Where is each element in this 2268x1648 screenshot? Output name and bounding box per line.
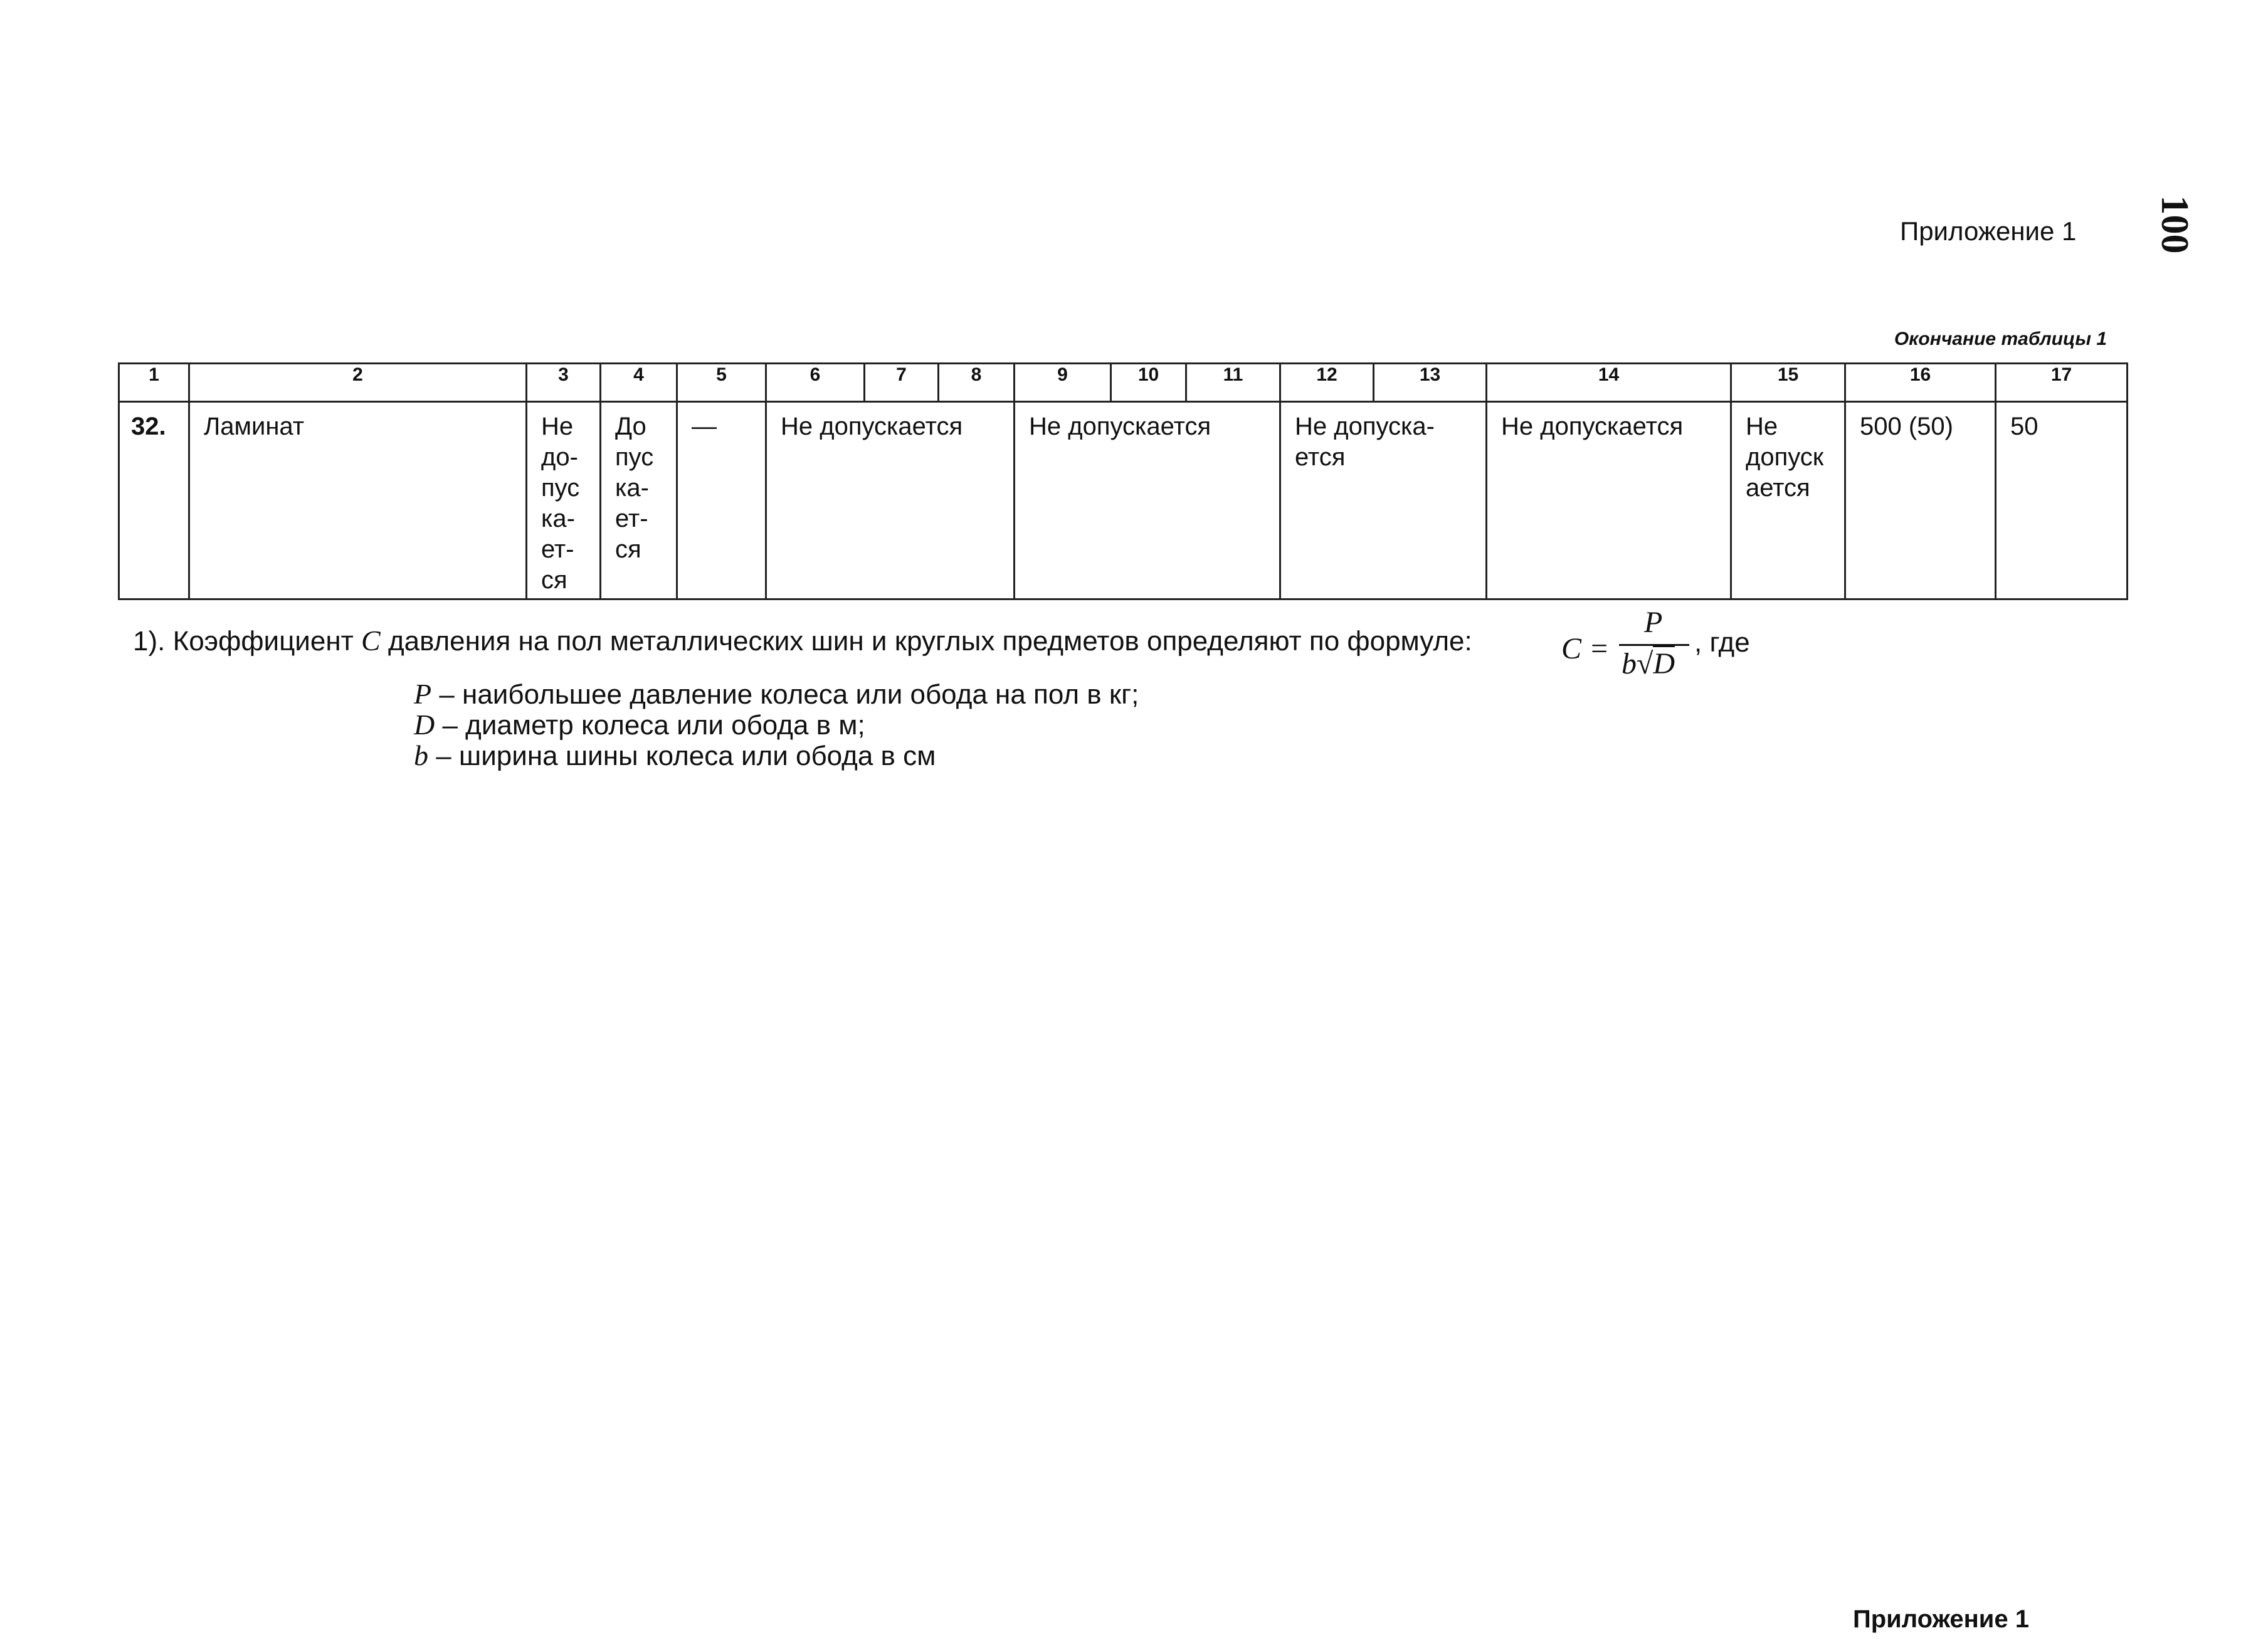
header-cell: 16: [1845, 364, 1996, 402]
legend-text: – наибольшее давление колеса или обода на пол в кг;: [431, 679, 1139, 710]
cols9-11-cell: [1015, 402, 1280, 600]
header-cell: 6: [766, 364, 865, 402]
header-cell: 7: [865, 364, 939, 402]
legend-item: [414, 741, 1139, 771]
denominator-d: D: [1653, 645, 1675, 680]
header-cell: 17: [1996, 364, 2128, 402]
header-cell: 1: [119, 364, 189, 402]
header-cell: 10: [1111, 364, 1186, 402]
col5-cell: [677, 402, 766, 600]
col16-value: 500 (50): [1860, 413, 1953, 440]
header-cell: 14: [1487, 364, 1731, 402]
col3-value: Не до- пус ка- ет- ся: [541, 413, 580, 594]
legend-var: b: [414, 739, 428, 771]
legend-item: [414, 679, 1139, 710]
appendix-footer-label: Приложение 1: [1853, 1605, 2029, 1633]
formula-lhs: C =: [1561, 632, 1610, 665]
col15-cell: [1731, 402, 1845, 600]
header-cell: 13: [1374, 364, 1487, 402]
header-cell: 8: [939, 364, 1015, 402]
material-name: Ламинат: [204, 413, 305, 440]
col17-value: 50: [2010, 413, 2039, 440]
header-cell: 5: [677, 364, 766, 402]
row-number: 32.: [131, 413, 166, 440]
formula-denominator: [1622, 647, 1675, 681]
header-cell: 11: [1186, 364, 1280, 402]
col17-cell: [1996, 402, 2128, 600]
formula-legend: [414, 679, 1139, 771]
material-cell: [189, 402, 527, 600]
radical-icon: √: [1637, 647, 1654, 680]
footnote: [133, 624, 1472, 657]
cols6-8-value: Не допускается: [781, 413, 963, 440]
row-number-cell: [119, 402, 189, 600]
legend-var: D: [414, 709, 435, 741]
col14-cell: [1487, 402, 1731, 600]
header-cell: 3: [527, 364, 601, 402]
header-cell: 2: [189, 364, 527, 402]
denominator-b: b: [1622, 647, 1637, 680]
col14-value: Не допускается: [1501, 413, 1684, 440]
formula-suffix: , где: [1694, 627, 1750, 658]
col16-cell: [1845, 402, 1996, 600]
cols9-11-value: Не допускается: [1029, 413, 1211, 440]
footnote-prefix: 1). Коэффициент: [133, 626, 362, 657]
page-number: 100: [2153, 195, 2197, 254]
header-cell: 4: [601, 364, 677, 402]
table-header-row: [119, 364, 2128, 402]
specification-table: [118, 362, 2128, 600]
col5-value: —: [692, 413, 717, 440]
table-row: [119, 402, 2128, 600]
footnote-var-c: C: [361, 625, 381, 657]
formula-numerator: P: [1644, 606, 1663, 639]
legend-item: [414, 710, 1139, 741]
col4-value: До пус ка- ет- ся: [615, 413, 654, 563]
legend-text: – диаметр колеса или обода в м;: [435, 710, 865, 741]
table-caption: Окончание таблицы 1: [1894, 329, 2107, 349]
cols12-13-value: Не допуска- ется: [1295, 413, 1435, 471]
header-cell: 12: [1280, 364, 1374, 402]
pressure-formula: [1561, 605, 1693, 687]
header-cell: 9: [1015, 364, 1111, 402]
appendix-label: Приложение 1: [1900, 216, 2077, 246]
col4-cell: [601, 402, 677, 600]
col3-cell: [527, 402, 601, 600]
legend-text: – ширина шины колеса или обода в см: [428, 741, 936, 771]
header-cell: 15: [1731, 364, 1845, 402]
legend-var: P: [414, 678, 432, 710]
cols12-13-cell: [1280, 402, 1487, 600]
col15-value: Не допуск ается: [1746, 413, 1824, 502]
footnote-text: давления на пол металлических шин и круглых предметов определяют по формуле:: [380, 626, 1472, 657]
cols6-8-cell: [766, 402, 1015, 600]
